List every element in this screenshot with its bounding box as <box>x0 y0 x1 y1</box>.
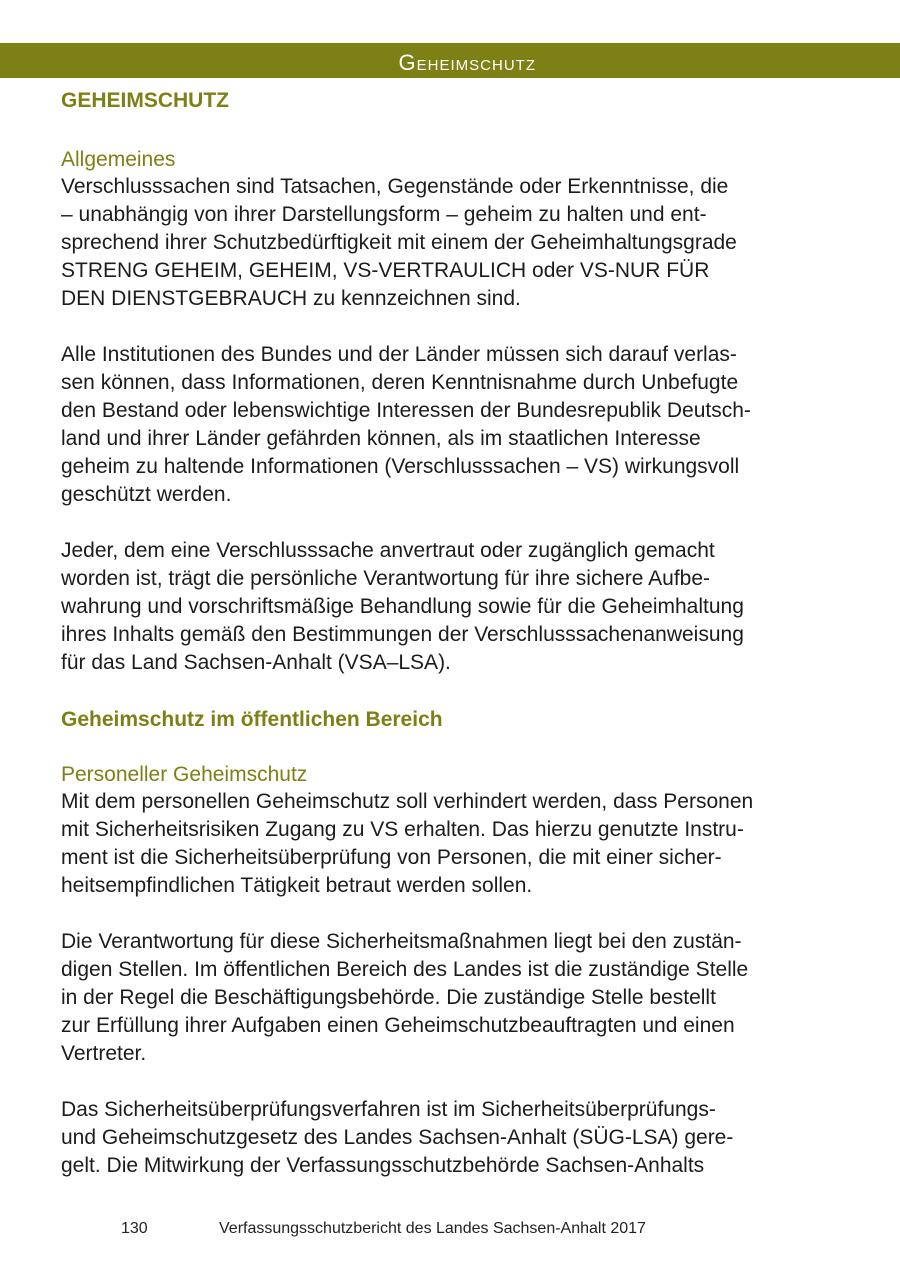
text-line: STRENG GEHEIM, GEHEIM, VS-VERTRAULICH oder VS-NUR FÜR <box>61 259 710 282</box>
paragraph <box>61 788 851 900</box>
subheading-personeller-geheimschutz: Personeller Geheimschutz <box>61 763 308 786</box>
text-line: Das Sicherheitsüberprüfungsverfahren ist im Sicherheitsüberprüfungs- <box>61 1098 716 1121</box>
page-number: 130 <box>121 1220 148 1237</box>
text-line: in der Regel die Beschäftigungsbehörde. Die zuständige Stelle bestellt <box>61 986 716 1009</box>
text-line: – unabhängig von ihrer Darstellungsform – geheim zu halten und ent- <box>61 203 707 226</box>
text-line: ihres Inhalts gemäß den Bestimmungen der Verschlusssachenanweisung <box>61 623 744 646</box>
text-line: sprechend ihrer Schutzbedürftigkeit mit einem der Geheimhaltungsgrade <box>61 231 737 254</box>
page-content <box>61 86 851 1208</box>
text-line: Jeder, dem eine Verschlusssache anvertraut oder zugänglich gemacht <box>61 539 715 562</box>
text-line: DEN DIENSTGEBRAUCH zu kennzeichnen sind. <box>61 287 521 310</box>
text-line: ment ist die Sicherheitsüberprüfung von Personen, die mit einer sicher- <box>61 846 722 869</box>
text-line: den Bestand oder lebenswichtige Interessen der Bundesrepublik Deutsch- <box>61 399 751 422</box>
text-line: Die Verantwortung für diese Sicherheitsmaßnahmen liegt bei den zustän- <box>61 930 742 953</box>
text-line: geheim zu haltende Informationen (Verschlusssachen – VS) wirkungsvoll <box>61 455 740 478</box>
footer-publication-title: Verfassungsschutzbericht des Landes Sachsen-Anhalt 2017 <box>219 1220 646 1237</box>
text-line: zur Erfüllung ihrer Aufgaben einen Geheimschutzbeauftragten und einen <box>61 1014 735 1037</box>
text-line: sen können, dass Informationen, deren Kenntnisnahme durch Unbefugte <box>61 371 739 394</box>
paragraph <box>61 537 851 677</box>
text-line: Vertreter. <box>61 1042 147 1065</box>
text-line: worden ist, trägt die persönliche Verantwortung für ihre sichere Aufbe- <box>61 567 711 590</box>
page-heading: GEHEIMSCHUTZ <box>61 89 229 112</box>
paragraph <box>61 1096 851 1180</box>
text-line: für das Land Sachsen-Anhalt (VSA–LSA). <box>61 651 451 674</box>
text-line: und Geheimschutzgesetz des Landes Sachsen-Anhalt (SÜG-LSA) gere- <box>61 1126 734 1149</box>
text-line: Verschlusssachen sind Tatsachen, Gegenstände oder Erkenntnisse, die <box>61 175 729 198</box>
text-line: Mit dem personellen Geheimschutz soll verhindert werden, dass Personen <box>61 790 754 813</box>
text-line: mit Sicherheitsrisiken Zugang zu VS erhalten. Das hierzu genutzte Instru- <box>61 818 744 841</box>
section-heading: Geheimschutz im öffentlichen Bereich <box>61 708 443 731</box>
running-header-title: Geheimschutz <box>398 50 536 75</box>
text-line: gelt. Die Mitwirkung der Verfassungsschutzbehörde Sachsen-Anhalts <box>61 1154 705 1177</box>
text-line: geschützt werden. <box>61 483 232 506</box>
paragraph <box>61 928 851 1068</box>
text-line: heitsempfindlichen Tätigkeit betraut werden sollen. <box>61 874 533 897</box>
text-line: Alle Institutionen des Bundes und der Länder müssen sich darauf verlas- <box>61 343 737 366</box>
paragraph <box>61 341 851 509</box>
subheading-allgemeines: Allgemeines <box>61 148 176 171</box>
text-line: digen Stellen. Im öffentlichen Bereich des Landes ist die zuständige Stelle <box>61 958 749 981</box>
paragraph <box>61 173 851 313</box>
text-line: wahrung und vorschriftsmäßige Behandlung sowie für die Geheimhaltung <box>61 595 744 618</box>
text-line: land und ihrer Länder gefährden können, als im staatlichen Interesse <box>61 427 701 450</box>
